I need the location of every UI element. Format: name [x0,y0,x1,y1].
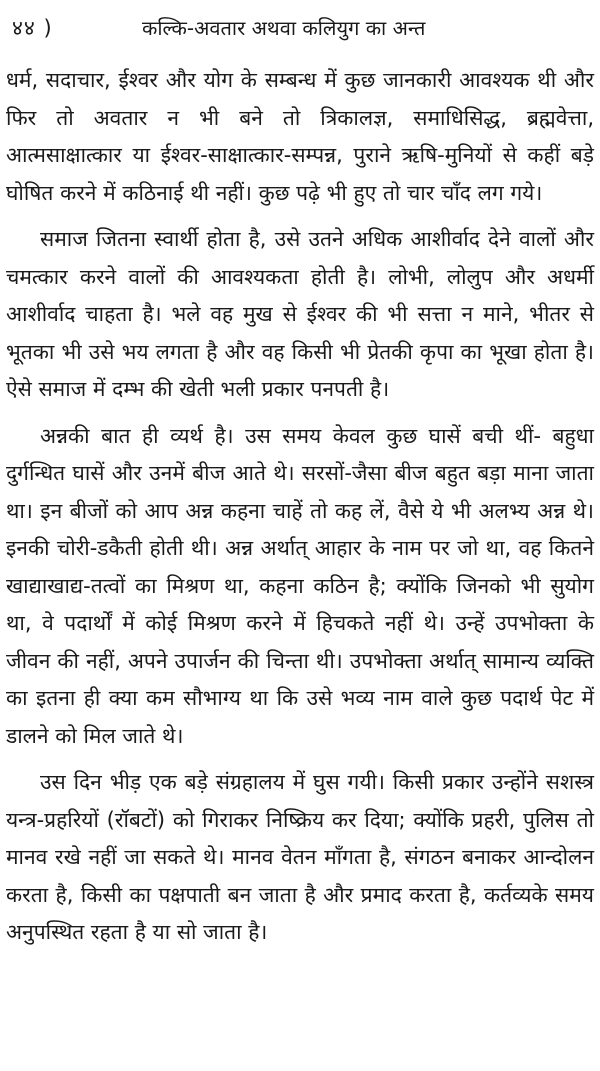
paragraph-2: समाज जितना स्वार्थी होता है, उसे उतने अधिक आशीर्वाद देने वालों और चमत्कार करने वालों की आवश्यकता होती है। लोभी, लोलुप और अधर्मी आशीर्वाद चाहता है। भले वह मुख से ईश्वर की भी सत्ता न माने, भीतर से भूतका भी उसे भय लगता है और वह किसी भी प्रेतकी कृपा का भूखा होता है। ऐसे समाज में दम्भ की खेती भली प्रकार पनपती है। [6,227,594,401]
body-text [6,62,594,952]
running-title: कल्कि-अवतार अथवा कलियुग का अन्त [142,16,426,40]
paragraph-3: अन्नकी बात ही व्यर्थ है। उस समय केवल कुछ घासें बची थीं- बहुधा दुर्गन्धित घासें और उनमें बीज आते थे। सरसों-जैसा बीज बहुत बड़ा माना जाता था। इन बीजों को आप अन्न कहना चाहें तो कह लें, वैसे ये भी अलभ्य अन्न थे। इनकी चोरी-डकैती होती थी। अन्न अर्थात् आहार के नाम पर जो था, वह कितने खाद्याखाद्य-तत्वों का मिश्रण था, कहना कठिन है; क्योंकि जिनको भी सुयोग था, वे पदार्थों में कोई मिश्रण करने में हिचकते नहीं थे। उन्हें उपभोक्ता के जीवन की नहीं, अपने उपार्जन की चिन्ता थी। उपभोक्ता अर्थात् सामान्य व्यक्ति का इतना ही क्या कम सौभाग्य था कि उसे भव्य नाम वाले कुछ पदार्थ पेट में डालने को मिल जाते थे। [6,423,594,748]
paragraph-4: उस दिन भीड़ एक बड़े संग्रहालय में घुस गयी। किसी प्रकार उन्होंने सशस्त्र यन्त्र-प्रहरियों (रॉबटों) को गिराकर निष्क्रिय कर दिया; क्योंकि प्रहरी, पुलिस तो मानव रखे नहीं जा सकते थे। मानव वेतन माँगता है, संगठन बनाकर आन्दोलन करता है, किसी का पक्षपाती बन जाता है और प्रमाद करता है, कर्तव्यके समय अनुपस्थित रहता है या सो जाता है। [6,770,594,944]
running-head [6,0,594,62]
page-number: ४४ ) [12,16,53,40]
paragraph-1: धर्म, सदाचार, ईश्वर और योग के सम्बन्ध में कुछ जानकारी आवश्यक थी और फिर तो अवतार न भी बने तो त्रिकालज्ञ, समाधिसिद्ध, ब्रह्मवेत्ता, आत्मसाक्षात्कार या ईश्वर-साक्षात्कार-सम्पन्न, पुराने ऋषि-मुनियों से कहीं बड़े घोषित करने में कठिनाई थी नहीं। कुछ पढ़े भी हुए तो चार चाँद लग गये। [6,68,594,205]
